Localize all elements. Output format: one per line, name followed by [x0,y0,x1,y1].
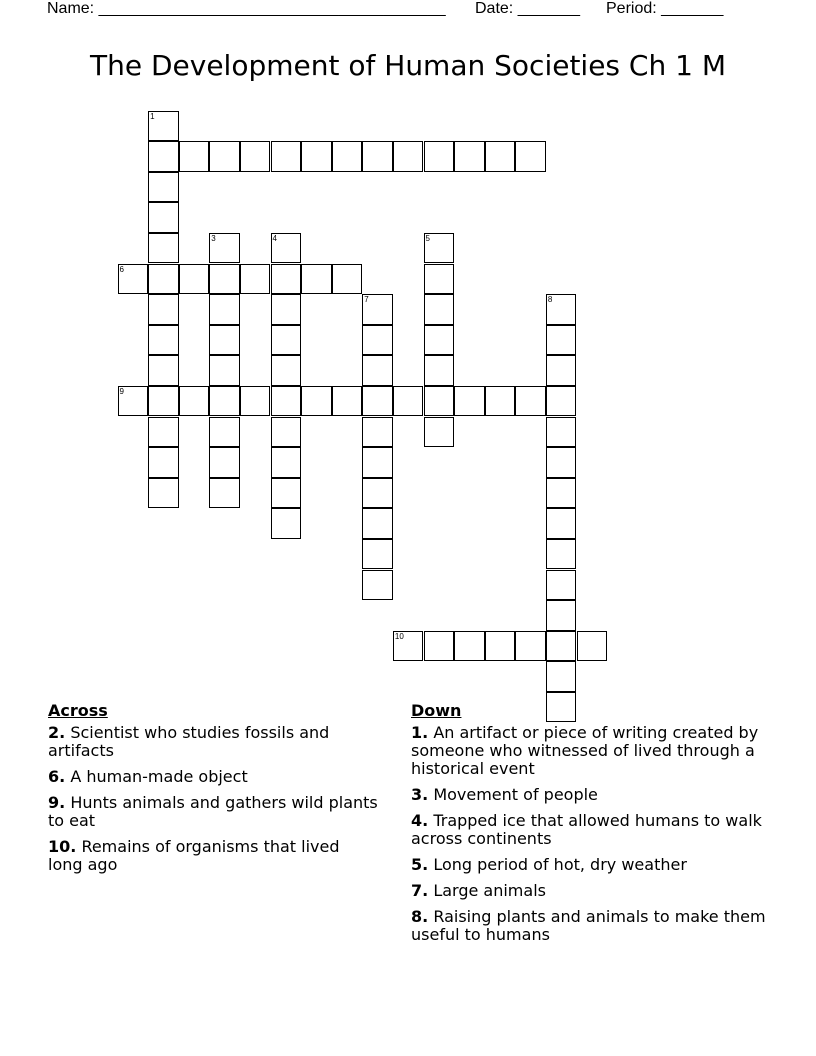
crossword-cell[interactable] [271,325,302,356]
crossword-cell[interactable] [179,264,210,295]
crossword-cell[interactable] [362,508,393,539]
clue-number: 5. [411,855,429,874]
crossword-cell[interactable] [454,386,485,417]
crossword-cell[interactable] [209,141,240,172]
clue-text: Raising plants and animals to make them useful to humans [411,907,766,944]
crossword-cell[interactable] [148,325,179,356]
crossword-cell[interactable] [118,264,149,295]
crossword-cell[interactable] [546,661,577,692]
crossword-cell[interactable] [515,141,546,172]
clue-number: 10. [48,837,77,856]
clue-across-9 [48,794,378,830]
clue-down-3 [411,786,766,804]
crossword-cell[interactable] [271,355,302,386]
crossword-cell[interactable] [271,386,302,417]
crossword-cell[interactable] [424,233,455,264]
crossword-cell[interactable] [118,386,149,417]
crossword-cell[interactable] [148,202,179,233]
crossword-cell[interactable] [301,386,332,417]
clue-number-label: 6 [119,264,124,274]
crossword-cell[interactable] [362,325,393,356]
clue-number: 2. [48,723,66,742]
crossword-cell[interactable] [209,417,240,448]
crossword-cell[interactable] [546,600,577,631]
across-heading: Across [48,701,108,720]
clue-text: Hunts animals and gathers wild plants to eat [48,793,378,830]
clue-text: A human-made object [70,767,248,786]
crossword-cell[interactable] [546,417,577,448]
crossword-cell[interactable] [148,264,179,295]
clue-number-label: 7 [364,295,369,305]
crossword-cell[interactable] [209,264,240,295]
crossword-cell[interactable] [424,631,455,662]
crossword-cell[interactable] [148,386,179,417]
crossword-cell[interactable] [454,631,485,662]
crossword-cell[interactable] [148,478,179,509]
crossword-cell[interactable] [301,141,332,172]
crossword-cell[interactable] [454,141,485,172]
down-heading: Down [411,701,462,720]
crossword-cell[interactable] [240,264,271,295]
crossword-cell[interactable] [148,447,179,478]
clue-text: Scientist who studies fossils and artifacts [48,723,330,760]
crossword-cell[interactable] [179,141,210,172]
crossword-cell[interactable] [515,386,546,417]
period-field-label: Period: _______ [606,0,724,17]
crossword-cell[interactable] [546,386,577,417]
down-clues [411,702,766,952]
clue-number: 1. [411,723,429,742]
clue-text: Large animals [433,881,546,900]
crossword-cell[interactable] [362,478,393,509]
crossword-cell[interactable] [240,141,271,172]
clue-across-10 [48,838,378,874]
crossword-cell[interactable] [546,355,577,386]
clue-number-label: 4 [272,233,277,243]
crossword-cell[interactable] [546,508,577,539]
crossword-cell[interactable] [362,539,393,570]
crossword-cell[interactable] [485,141,516,172]
crossword-cell[interactable] [148,294,179,325]
crossword-cell[interactable] [209,386,240,417]
crossword-cell[interactable] [546,447,577,478]
crossword-cell[interactable] [546,294,577,325]
crossword-cell[interactable] [577,631,608,662]
clue-number: 3. [411,785,429,804]
across-clues [48,702,378,882]
crossword-cell[interactable] [148,111,179,142]
clue-number-label: 5 [425,233,430,243]
clue-number-label: 1 [150,111,155,121]
crossword-cell[interactable] [393,386,424,417]
clue-text: Movement of people [433,785,598,804]
crossword-cell[interactable] [271,417,302,448]
crossword-cell[interactable] [424,264,455,295]
crossword-cell[interactable] [546,570,577,601]
crossword-cell[interactable] [209,355,240,386]
crossword-cell[interactable] [362,447,393,478]
crossword-cell[interactable] [424,325,455,356]
crossword-cell[interactable] [424,417,455,448]
crossword-cell[interactable] [485,386,516,417]
clue-text: An artifact or piece of writing created by someone who witnessed of lived through a historical event [411,723,759,778]
crossword-cell[interactable] [209,325,240,356]
crossword-cell[interactable] [179,386,210,417]
clue-text: Remains of organisms that lived long ago [48,837,340,874]
crossword-cell[interactable] [148,417,179,448]
crossword-cell[interactable] [424,386,455,417]
clue-number-label: 8 [547,295,553,305]
clue-number-label: 3 [211,233,216,243]
crossword-cell[interactable] [485,631,516,662]
clue-number: 8. [411,907,429,926]
crossword-cell[interactable] [240,386,271,417]
crossword-cell[interactable] [362,355,393,386]
name-field-label: Name: _______________________________________ [47,0,446,17]
clue-down-8 [411,908,766,944]
crossword-cell[interactable] [515,631,546,662]
clue-number-label: 10 [394,631,404,641]
crossword-cell[interactable] [424,294,455,325]
crossword-cell[interactable] [271,141,302,172]
clue-down-7 [411,882,766,900]
crossword-cell[interactable] [362,294,393,325]
crossword-cell[interactable] [546,631,577,662]
crossword-cell[interactable] [209,233,240,264]
clue-number: 9. [48,793,66,812]
date-field-label: Date: _______ [475,0,580,17]
crossword-cell[interactable] [148,233,179,264]
crossword-cell[interactable] [271,508,302,539]
clue-down-4 [411,812,766,848]
clue-down-5 [411,856,766,874]
crossword-cell[interactable] [546,478,577,509]
crossword-cell[interactable] [148,355,179,386]
crossword-cell[interactable] [271,294,302,325]
clue-number: 7. [411,881,429,900]
clue-across-2 [48,724,378,760]
crossword-cell[interactable] [424,355,455,386]
page-title: The Development of Human Societies Ch 1 M [90,49,726,82]
crossword-cell[interactable] [332,264,363,295]
crossword-cell[interactable] [271,264,302,295]
crossword-cell[interactable] [209,447,240,478]
crossword-cell[interactable] [271,478,302,509]
crossword-cell[interactable] [362,386,393,417]
crossword-cell[interactable] [271,233,302,264]
crossword-cell[interactable] [332,386,363,417]
crossword-cell[interactable] [209,478,240,509]
clue-down-1 [411,724,766,778]
crossword-cell[interactable] [362,570,393,601]
crossword-cell[interactable] [393,141,424,172]
crossword-cell[interactable] [271,447,302,478]
crossword-cell[interactable] [393,631,424,662]
crossword-cell[interactable] [148,141,179,172]
crossword-cell[interactable] [301,264,332,295]
clue-text: Long period of hot, dry weather [433,855,687,874]
crossword-cell[interactable] [546,325,577,356]
clue-across-6 [48,768,378,786]
crossword-cell[interactable] [332,141,363,172]
crossword-cell[interactable] [546,539,577,570]
clue-text: Trapped ice that allowed humans to walk across continents [411,811,762,848]
crossword-cell[interactable] [424,141,455,172]
crossword-cell[interactable] [362,417,393,448]
clue-number: 6. [48,767,66,786]
crossword-cell[interactable] [209,294,240,325]
clue-number-label: 9 [119,386,124,396]
crossword-cell[interactable] [362,141,393,172]
clue-number: 4. [411,811,429,830]
crossword-cell[interactable] [148,172,179,203]
